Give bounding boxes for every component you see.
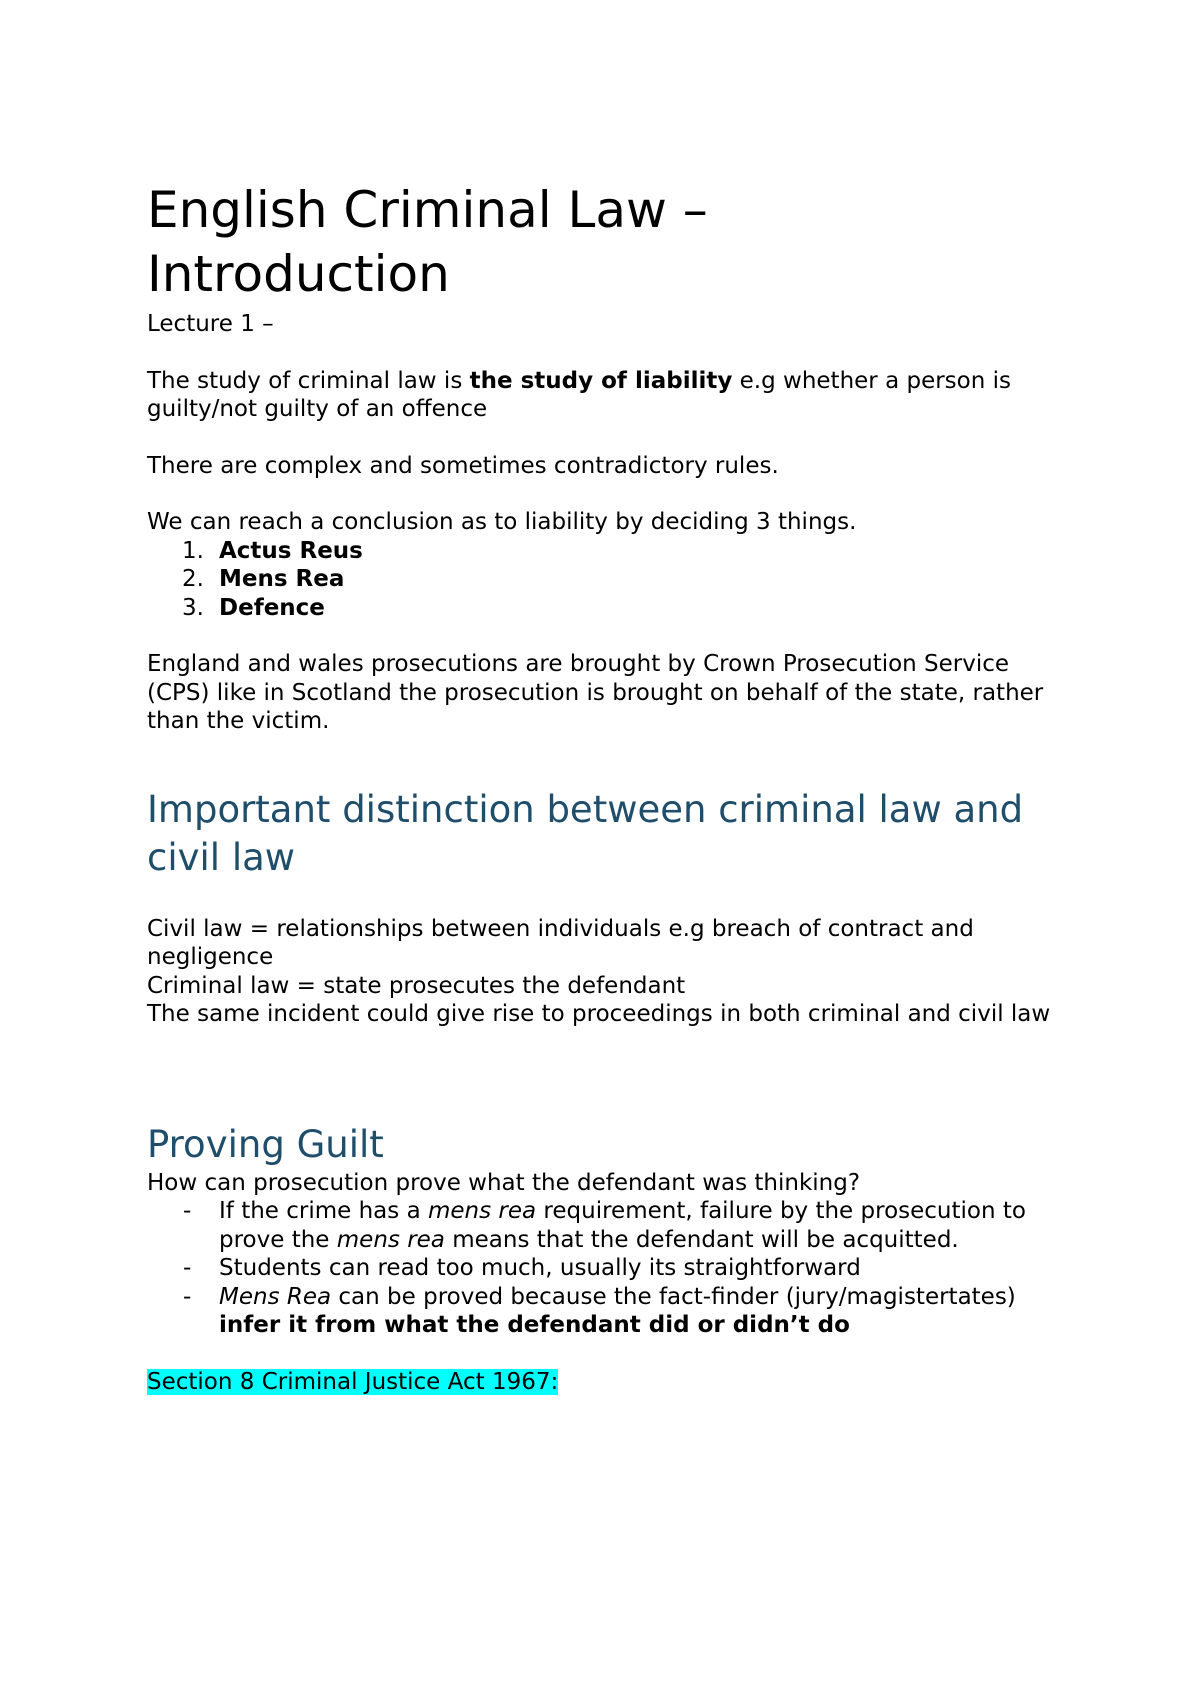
lecture-label: Lecture 1 – xyxy=(147,311,274,337)
paragraph-criminal-law: Criminal law = state prosecutes the defendant xyxy=(147,972,686,999)
paragraph-complex-rules: There are complex and sometimes contradictory rules. xyxy=(147,452,779,479)
spacer xyxy=(147,622,1067,650)
dash-marker: - xyxy=(183,1283,192,1310)
spacer xyxy=(147,424,1067,452)
list-item xyxy=(147,1197,1067,1254)
dash-marker: - xyxy=(183,1198,192,1224)
spacer xyxy=(147,480,1067,508)
list-item xyxy=(147,565,1067,594)
paragraph-section-8 xyxy=(147,1368,1067,1397)
list-item-label: Actus Reus xyxy=(219,537,363,564)
document-page xyxy=(147,178,1067,1396)
list-item-label: Defence xyxy=(219,594,325,621)
list-number: 2. xyxy=(182,566,204,592)
title-line-1: English Criminal Law – xyxy=(147,181,708,239)
list-item xyxy=(147,1283,1067,1340)
dash-list xyxy=(147,1197,1067,1340)
text-run: means that the defendant will be acquitted. xyxy=(444,1226,959,1253)
paragraph-question: How can prosecution prove what the defendant was thinking? xyxy=(147,1169,861,1196)
paragraph-study-of-liability xyxy=(147,367,1067,424)
text-run: If the crime has a xyxy=(219,1198,428,1224)
bold-text: infer it from what the defendant did or didn’t do xyxy=(219,1312,850,1338)
bold-text: the study of liability xyxy=(469,367,733,394)
italic-text: mens rea xyxy=(427,1198,537,1224)
list-item xyxy=(147,1254,1067,1283)
paragraph-civil-law: Civil law = relationships between individuals e.g breach of contract and negligence xyxy=(147,915,974,970)
paragraph-same-incident: The same incident could give rise to proceedings in both criminal and civil law xyxy=(147,1001,1051,1027)
heading-proving-guilt: Proving Guilt xyxy=(147,1122,384,1166)
highlighted-text: Section 8 Criminal Justice Act 1967: xyxy=(147,1368,559,1395)
spacer xyxy=(147,736,1067,786)
text-run: e.g whether a person is guilty/not guilty of an offence xyxy=(147,367,1011,422)
italic-text: mens rea xyxy=(336,1226,445,1253)
numbered-list xyxy=(147,537,1067,623)
spacer xyxy=(147,1340,1067,1368)
paragraph-prosecutions: England and wales prosecutions are brought by Crown Prosecution Service (CPS) like in Scotland the prosecution is brought on behalf of the state, rather than the victim. xyxy=(147,651,1044,734)
list-item xyxy=(147,537,1067,566)
spacer xyxy=(147,1029,1067,1121)
spacer xyxy=(147,339,1067,367)
spacer xyxy=(147,882,1067,915)
title-line-2: Introduction xyxy=(147,245,450,303)
text-run: Students can read too much, usually its straightforward xyxy=(219,1255,861,1281)
text-run: can be proved because the fact-finder (jury/magistertates) xyxy=(331,1283,1016,1310)
paragraph-three-things: We can reach a conclusion as to liability by deciding 3 things. xyxy=(147,509,857,535)
text-run: The study of criminal law is xyxy=(147,367,470,394)
list-item-label: Mens Rea xyxy=(219,566,345,592)
list-number: 3. xyxy=(182,594,204,621)
text-run: requirement, failure by the prosecution to prove the xyxy=(219,1198,1026,1253)
heading-criminal-vs-civil: Important distinction between criminal law and civil law xyxy=(147,787,1024,879)
list-number: 1. xyxy=(182,537,204,564)
dash-marker: - xyxy=(183,1255,192,1281)
list-item xyxy=(147,594,1067,623)
document-title xyxy=(147,178,1067,306)
italic-text: Mens Rea xyxy=(219,1283,332,1310)
